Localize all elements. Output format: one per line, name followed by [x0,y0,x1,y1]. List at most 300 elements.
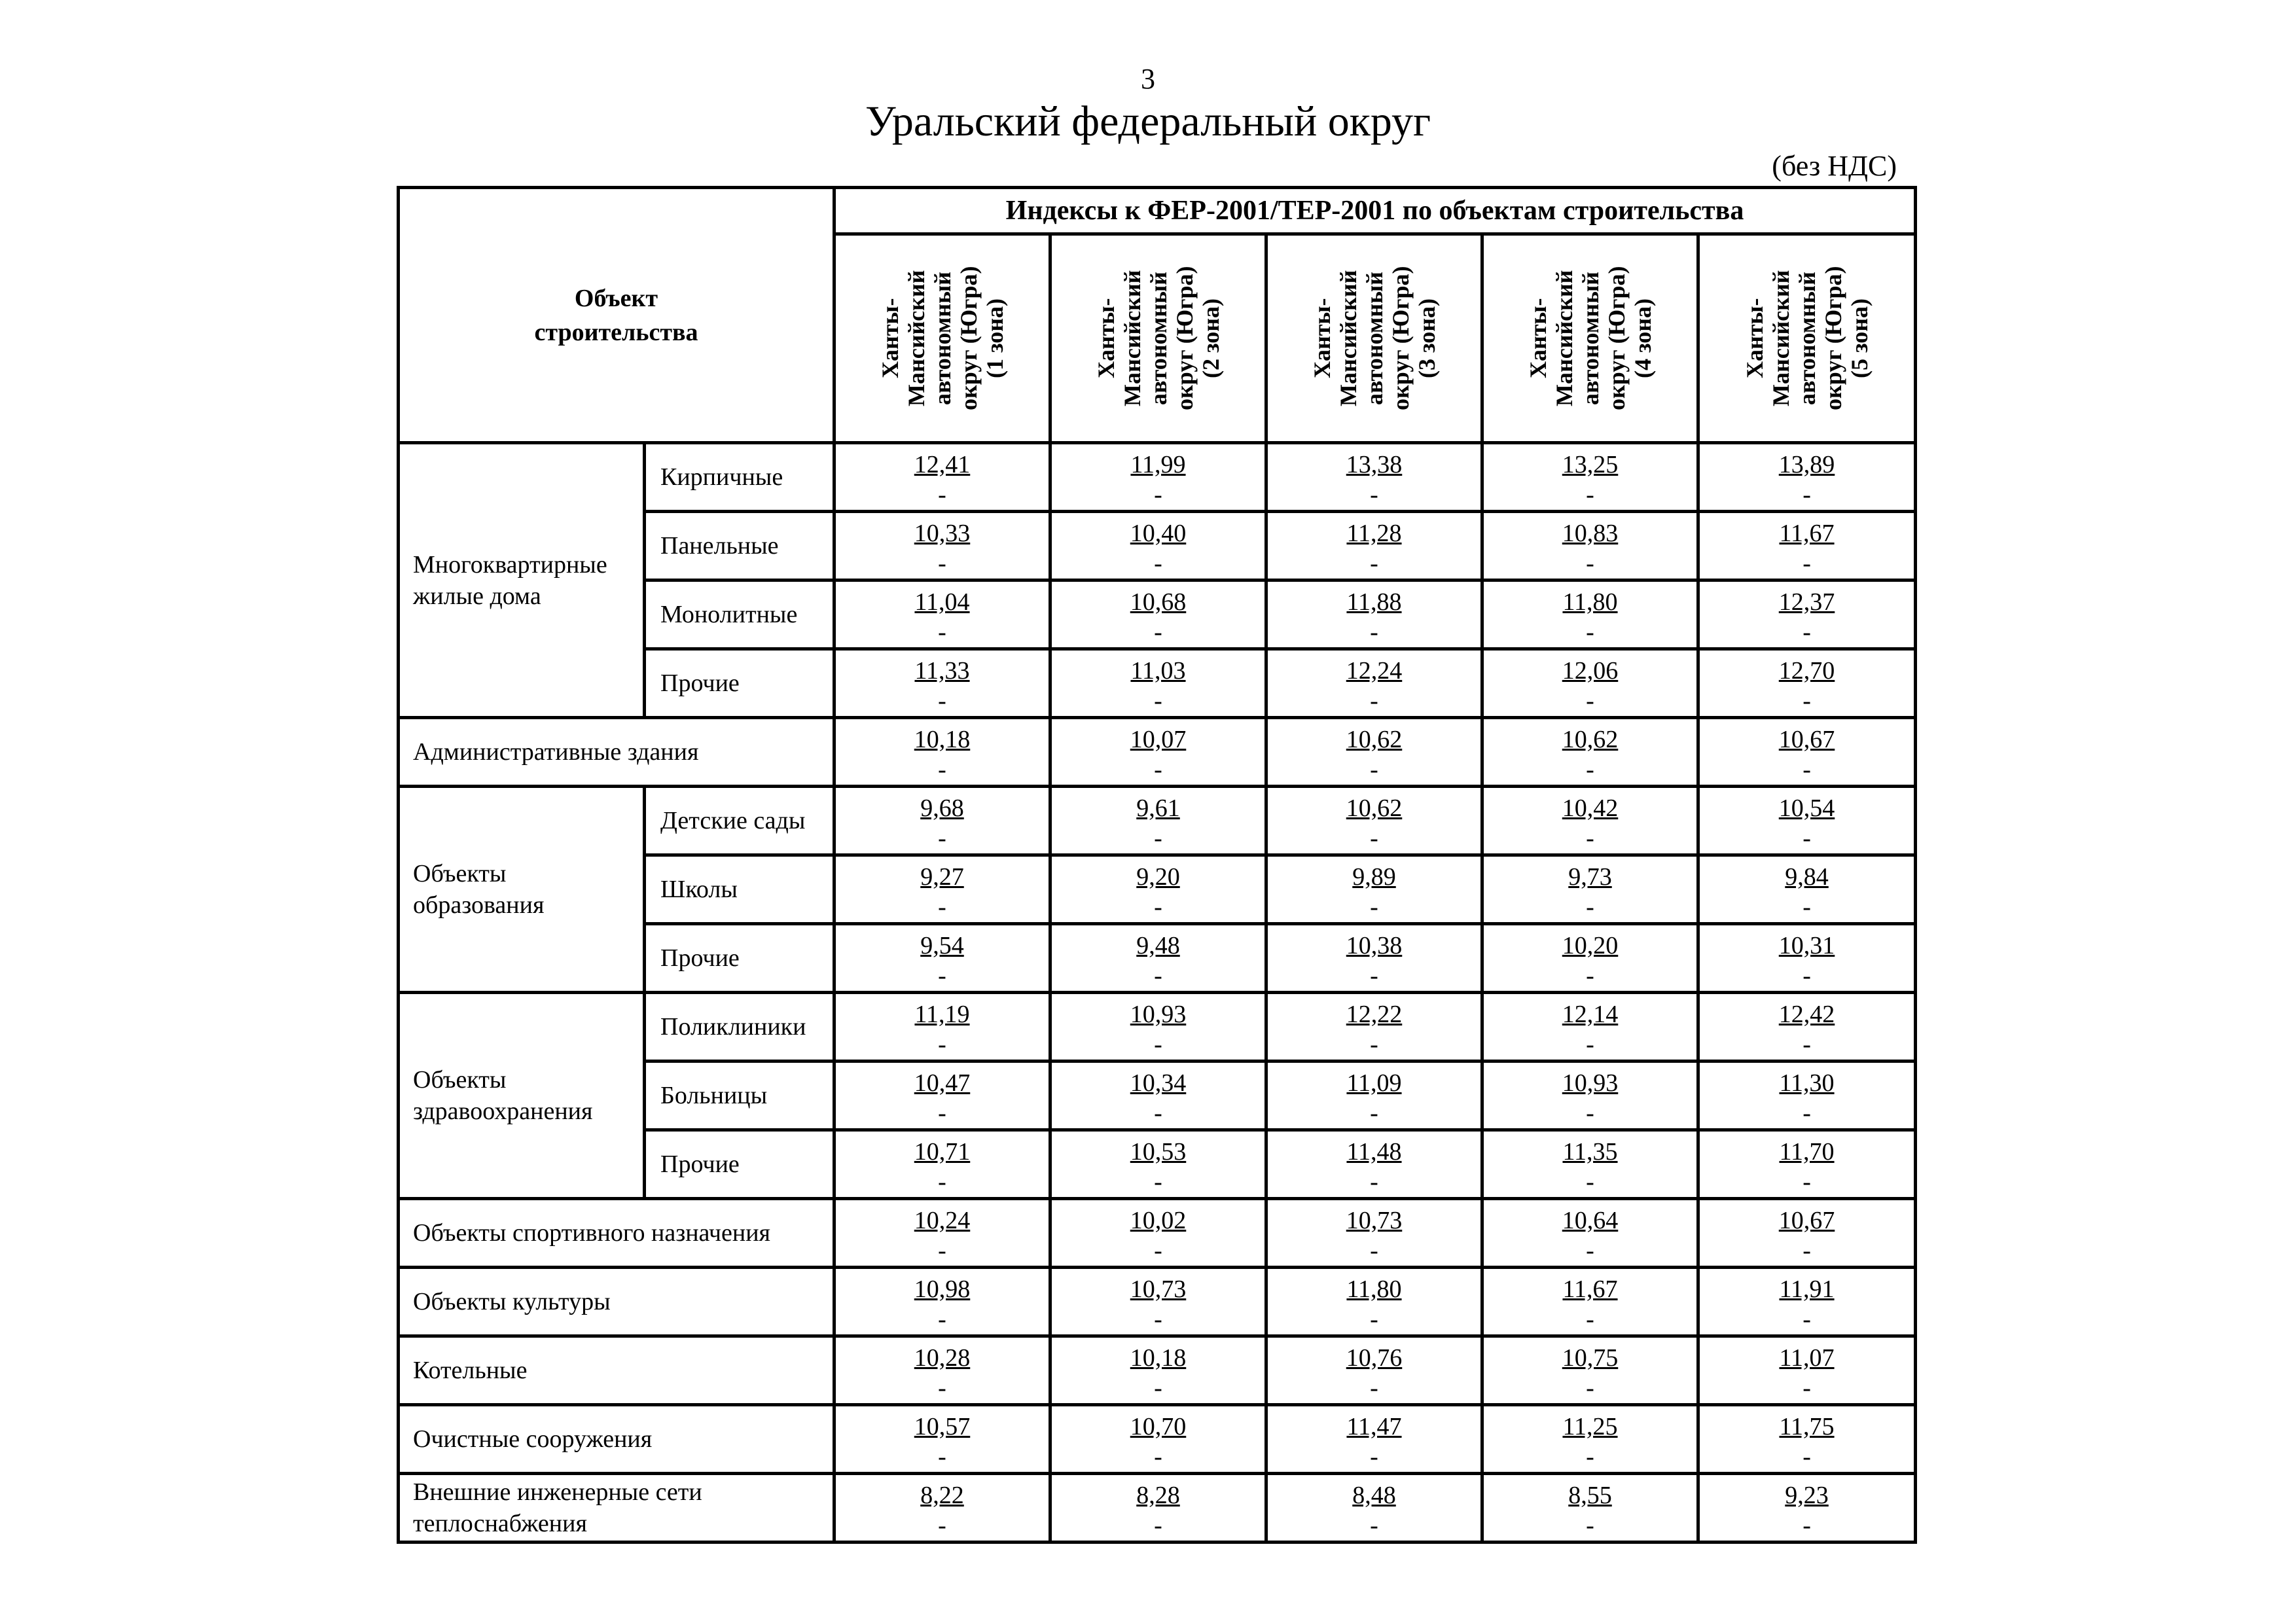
index-value: 9,23 [1785,1482,1829,1509]
category-cell [399,1336,834,1405]
value-cell-zone-1 [834,718,1050,787]
index-dash: - [1803,825,1811,852]
value-cell-zone-4 [1482,1336,1698,1405]
index-dash: - [1803,1512,1811,1539]
subcategory-cell: Детские сады [645,787,834,855]
index-value: 11,70 [1779,1138,1835,1166]
value-cell-zone-3 [1266,512,1482,580]
category-label: жилые дома [413,582,541,610]
index-dash: - [1154,1374,1162,1402]
index-dash: - [1370,756,1378,783]
index-dash: - [1154,756,1162,783]
index-dash: - [1586,825,1594,852]
index-dash: - [1803,893,1811,921]
value-cell-zone-1 [834,924,1050,993]
index-dash: - [1370,618,1378,646]
index-dash: - [1154,962,1162,990]
index-value: 11,35 [1562,1138,1618,1166]
value-cell-zone-2 [1050,443,1266,512]
header-region-label [1093,247,1224,430]
value-cell-zone-1 [834,993,1050,1061]
index-dash: - [1154,1099,1162,1127]
category-label: Объекты [413,860,507,887]
value-cell-zone-4 [1482,718,1698,787]
index-value: 11,30 [1779,1069,1835,1097]
header-region-line: Ханты- [1308,298,1335,379]
index-value: 10,98 [914,1275,971,1303]
index-dash: - [938,962,946,990]
category-label: здравоохранения [413,1097,593,1125]
category-cell [399,993,645,1199]
index-value: 10,02 [1130,1207,1187,1234]
subcategory-cell: Школы [645,855,834,924]
index-dash: - [1586,481,1594,508]
index-dash: - [1370,1099,1378,1127]
header-region-4 [1482,234,1698,443]
header-region-line: Ханты- [876,298,903,379]
value-cell-zone-1 [834,855,1050,924]
index-value: 11,03 [1130,657,1186,685]
index-value: 9,27 [920,863,964,891]
table-row [399,1336,1916,1405]
header-region-line: Мансийский [1335,270,1361,407]
value-cell-zone-1 [834,649,1050,718]
header-region-label [1309,247,1440,430]
index-dash: - [938,893,946,921]
vat-note: (без НДС) [1772,150,1897,182]
header-region-line: Мансийский [1767,270,1794,407]
index-dash: - [1586,756,1594,783]
index-value: 11,91 [1779,1275,1835,1303]
index-value: 11,33 [914,657,970,685]
category-label: Административные здания [413,738,699,766]
category-cell [399,1268,834,1336]
index-dash: - [1803,1306,1811,1333]
index-dash: - [1370,481,1378,508]
subcategory-cell: Монолитные [645,580,834,649]
index-value: 10,67 [1778,1207,1835,1234]
value-cell-zone-4 [1482,1474,1698,1543]
index-dash: - [938,687,946,715]
category-cell [399,787,645,993]
header-region-line: (4 зона) [1629,298,1656,378]
value-cell-zone-2 [1050,718,1266,787]
index-dash: - [1154,1031,1162,1058]
index-dash: - [1370,1237,1378,1264]
index-value: 8,28 [1136,1482,1180,1509]
category-cell [399,1199,834,1268]
index-value: 10,31 [1778,932,1835,959]
value-cell-zone-2 [1050,855,1266,924]
index-value: 9,68 [920,794,964,822]
index-dash: - [1154,825,1162,852]
index-dash: - [1803,550,1811,577]
index-dash: - [938,1099,946,1127]
table-row [399,1474,1916,1543]
index-dash: - [1586,618,1594,646]
index-value: 9,84 [1785,863,1829,891]
index-value: 10,93 [1130,1001,1187,1028]
category-cell [399,443,645,718]
index-dash: - [1154,1237,1162,1264]
header-object [399,188,834,443]
value-cell-zone-5 [1698,1061,1916,1130]
header-region-line: автономный [1361,272,1388,405]
table-row [399,1405,1916,1474]
index-value: 12,37 [1778,588,1835,616]
value-cell-zone-1 [834,1130,1050,1199]
index-value: 11,80 [1346,1275,1402,1303]
index-dash: - [1370,1168,1378,1196]
index-value: 12,22 [1346,1001,1403,1028]
header-main: Индексы к ФЕР-2001/ТЕР-2001 по объектам строительства [834,188,1916,234]
header-region-line: (2 зона) [1197,298,1224,378]
value-cell-zone-2 [1050,1336,1266,1405]
index-value: 8,22 [920,1482,964,1509]
index-value: 13,89 [1778,451,1835,478]
header-region-label [1525,247,1656,430]
index-dash: - [1586,962,1594,990]
index-value: 10,33 [914,520,971,547]
value-cell-zone-5 [1698,1130,1916,1199]
index-value: 12,41 [914,451,971,478]
value-cell-zone-3 [1266,1336,1482,1405]
index-value: 11,07 [1779,1344,1835,1372]
value-cell-zone-1 [834,1199,1050,1268]
index-value: 11,88 [1346,588,1402,616]
index-dash: - [1370,1031,1378,1058]
index-dash: - [1370,893,1378,921]
index-value: 9,89 [1352,863,1396,891]
value-cell-zone-5 [1698,924,1916,993]
category-label: Объекты спортивного назначения [413,1219,771,1247]
index-value: 10,34 [1130,1069,1187,1097]
index-value: 11,28 [1346,520,1402,547]
subcategory-cell: Кирпичные [645,443,834,512]
category-label: Внешние инженерные сети [413,1478,702,1506]
header-region-line: округ (Югра) [1387,266,1414,411]
value-cell-zone-5 [1698,443,1916,512]
index-dash: - [1370,962,1378,990]
subcategory-cell: Прочие [645,649,834,718]
index-dash: - [1803,1099,1811,1127]
index-dash: - [938,1443,946,1471]
subcategory-cell: Панельные [645,512,834,580]
value-cell-zone-4 [1482,924,1698,993]
index-dash: - [1803,687,1811,715]
value-cell-zone-4 [1482,1061,1698,1130]
value-cell-zone-5 [1698,512,1916,580]
value-cell-zone-3 [1266,1199,1482,1268]
index-value: 12,24 [1346,657,1403,685]
value-cell-zone-4 [1482,1268,1698,1336]
value-cell-zone-1 [834,512,1050,580]
table-row [399,1199,1916,1268]
value-cell-zone-2 [1050,649,1266,718]
index-value: 11,67 [1562,1275,1618,1303]
index-table [397,186,1917,1544]
index-value: 12,06 [1562,657,1619,685]
header-region-line: (1 зона) [981,298,1008,378]
index-dash: - [1154,893,1162,921]
index-dash: - [1803,1031,1811,1058]
value-cell-zone-5 [1698,1336,1916,1405]
index-value: 11,47 [1346,1413,1402,1440]
index-dash: - [938,1306,946,1333]
index-value: 10,20 [1562,932,1619,959]
index-dash: - [1154,687,1162,715]
value-cell-zone-3 [1266,580,1482,649]
category-label: Очистные сооружения [413,1425,653,1453]
index-dash: - [1154,1443,1162,1471]
value-cell-zone-5 [1698,993,1916,1061]
category-label: образования [413,891,545,919]
value-cell-zone-3 [1266,787,1482,855]
header-region-line: автономный [1145,272,1172,405]
index-dash: - [1586,550,1594,577]
index-value: 10,70 [1130,1413,1187,1440]
index-dash: - [1586,1374,1594,1402]
value-cell-zone-2 [1050,1405,1266,1474]
category-cell [399,1474,834,1543]
index-dash: - [1803,1443,1811,1471]
value-cell-zone-3 [1266,924,1482,993]
index-dash: - [1586,1443,1594,1471]
index-value: 10,71 [914,1138,971,1166]
value-cell-zone-4 [1482,1130,1698,1199]
subcategory-cell: Прочие [645,924,834,993]
value-cell-zone-3 [1266,649,1482,718]
index-value: 10,68 [1130,588,1187,616]
header-region-label [877,247,1008,430]
value-cell-zone-1 [834,1061,1050,1130]
header-region-line: (5 зона) [1846,298,1873,378]
index-dash: - [938,618,946,646]
index-value: 10,18 [1130,1344,1187,1372]
value-cell-zone-2 [1050,1268,1266,1336]
index-dash: - [938,1237,946,1264]
index-dash: - [1803,962,1811,990]
value-cell-zone-5 [1698,718,1916,787]
header-region-line: автономный [1793,272,1820,405]
value-cell-zone-2 [1050,924,1266,993]
index-dash: - [1154,618,1162,646]
value-cell-zone-3 [1266,1130,1482,1199]
index-value: 11,04 [914,588,970,616]
index-value: 11,09 [1346,1069,1402,1097]
header-region-label [1742,247,1873,430]
header-region-5 [1698,234,1916,443]
subcategory-cell: Прочие [645,1130,834,1199]
value-cell-zone-2 [1050,1474,1266,1543]
table-row [399,993,1916,1061]
subcategory-cell: Поликлиники [645,993,834,1061]
index-value: 9,73 [1568,863,1612,891]
index-value: 11,99 [1130,451,1186,478]
index-value: 8,55 [1568,1482,1612,1509]
value-cell-zone-3 [1266,1405,1482,1474]
value-cell-zone-4 [1482,787,1698,855]
index-dash: - [1803,618,1811,646]
value-cell-zone-3 [1266,1061,1482,1130]
index-dash: - [1370,1306,1378,1333]
index-value: 8,48 [1352,1482,1396,1509]
index-dash: - [1803,1168,1811,1196]
index-dash: - [1154,1168,1162,1196]
index-value: 11,67 [1779,520,1835,547]
value-cell-zone-3 [1266,1474,1482,1543]
index-dash: - [1803,481,1811,508]
value-cell-zone-2 [1050,1199,1266,1268]
header-region-line: округ (Югра) [1171,266,1198,411]
index-value: 10,38 [1346,932,1403,959]
index-dash: - [1370,687,1378,715]
value-cell-zone-1 [834,580,1050,649]
index-value: 13,38 [1346,451,1403,478]
value-cell-zone-2 [1050,993,1266,1061]
table-row [399,443,1916,512]
value-cell-zone-2 [1050,512,1266,580]
index-value: 9,20 [1136,863,1180,891]
index-value: 10,75 [1562,1344,1619,1372]
value-cell-zone-1 [834,1405,1050,1474]
index-dash: - [1586,1512,1594,1539]
index-value: 11,19 [914,1001,970,1028]
index-value: 12,14 [1562,1001,1619,1028]
index-dash: - [938,1374,946,1402]
index-value: 10,18 [914,726,971,753]
value-cell-zone-1 [834,787,1050,855]
index-dash: - [1586,1099,1594,1127]
index-dash: - [1370,1443,1378,1471]
index-dash: - [1803,1374,1811,1402]
index-table-body [399,188,1916,1543]
index-value: 10,07 [1130,726,1187,753]
header-region-line: автономный [929,272,956,405]
header-object-line1: Объект [574,284,658,312]
header-region-3 [1266,234,1482,443]
index-dash: - [1803,756,1811,783]
value-cell-zone-5 [1698,580,1916,649]
value-cell-zone-5 [1698,1199,1916,1268]
index-value: 9,48 [1136,932,1180,959]
index-value: 10,76 [1346,1344,1403,1372]
value-cell-zone-4 [1482,649,1698,718]
subcategory-cell: Больницы [645,1061,834,1130]
index-value: 10,28 [914,1344,971,1372]
index-dash: - [1586,1237,1594,1264]
table-row [399,718,1916,787]
value-cell-zone-1 [834,1474,1050,1543]
table-row [399,787,1916,855]
index-dash: - [1154,1306,1162,1333]
index-value: 9,61 [1136,794,1180,822]
header-region-line: Мансийский [1551,270,1577,407]
index-dash: - [1370,1512,1378,1539]
value-cell-zone-4 [1482,1405,1698,1474]
index-dash: - [938,1031,946,1058]
header-region-line: Ханты- [1092,298,1119,379]
value-cell-zone-2 [1050,787,1266,855]
index-value: 10,24 [914,1207,971,1234]
category-label: теплоснабжения [413,1510,587,1537]
value-cell-zone-3 [1266,718,1482,787]
index-value: 10,83 [1562,520,1619,547]
header-region-line: автономный [1577,272,1604,405]
category-cell [399,1405,834,1474]
value-cell-zone-4 [1482,855,1698,924]
page-number: 3 [1141,63,1155,95]
value-cell-zone-3 [1266,1268,1482,1336]
index-value: 10,62 [1346,726,1403,753]
category-label: Котельные [413,1357,528,1384]
value-cell-zone-5 [1698,1474,1916,1543]
index-value: 11,75 [1779,1413,1835,1440]
index-dash: - [938,1512,946,1539]
header-region-line: Ханты- [1741,298,1768,379]
index-value: 10,47 [914,1069,971,1097]
value-cell-zone-4 [1482,443,1698,512]
index-dash: - [938,756,946,783]
index-value: 10,53 [1130,1138,1187,1166]
index-value: 9,54 [920,932,964,959]
header-region-line: округ (Югра) [955,266,982,411]
index-dash: - [1154,1512,1162,1539]
value-cell-zone-5 [1698,1405,1916,1474]
index-dash: - [938,481,946,508]
index-value: 11,48 [1346,1138,1402,1166]
index-value: 10,40 [1130,520,1187,547]
value-cell-zone-1 [834,1268,1050,1336]
index-value: 13,25 [1562,451,1619,478]
value-cell-zone-5 [1698,649,1916,718]
index-dash: - [938,1168,946,1196]
index-dash: - [1586,1031,1594,1058]
value-cell-zone-1 [834,1336,1050,1405]
category-label: Многоквартирные [413,550,607,579]
value-cell-zone-3 [1266,993,1482,1061]
index-dash: - [1370,1374,1378,1402]
index-value: 10,93 [1562,1069,1619,1097]
index-value: 10,42 [1562,794,1619,822]
index-value: 11,80 [1562,588,1618,616]
value-cell-zone-3 [1266,855,1482,924]
index-value: 12,42 [1778,1001,1835,1028]
page-title: Уральский федеральный округ [865,98,1431,145]
header-region-line: Мансийский [903,270,929,407]
value-cell-zone-3 [1266,443,1482,512]
value-cell-zone-5 [1698,1268,1916,1336]
index-dash: - [1803,1237,1811,1264]
category-label: Объекты культуры [413,1288,611,1315]
index-dash: - [1154,550,1162,577]
index-dash: - [1586,893,1594,921]
index-value: 10,54 [1778,794,1835,822]
header-region-line: округ (Югра) [1603,266,1630,411]
index-value: 10,62 [1346,794,1403,822]
category-cell [399,718,834,787]
value-cell-zone-4 [1482,1199,1698,1268]
header-object-line2: строительства [534,318,698,346]
index-dash: - [938,550,946,577]
index-dash: - [1586,687,1594,715]
index-value: 12,70 [1778,657,1835,685]
index-dash: - [1370,825,1378,852]
index-value: 10,64 [1562,1207,1619,1234]
value-cell-zone-1 [834,443,1050,512]
index-dash: - [1586,1306,1594,1333]
value-cell-zone-2 [1050,1130,1266,1199]
